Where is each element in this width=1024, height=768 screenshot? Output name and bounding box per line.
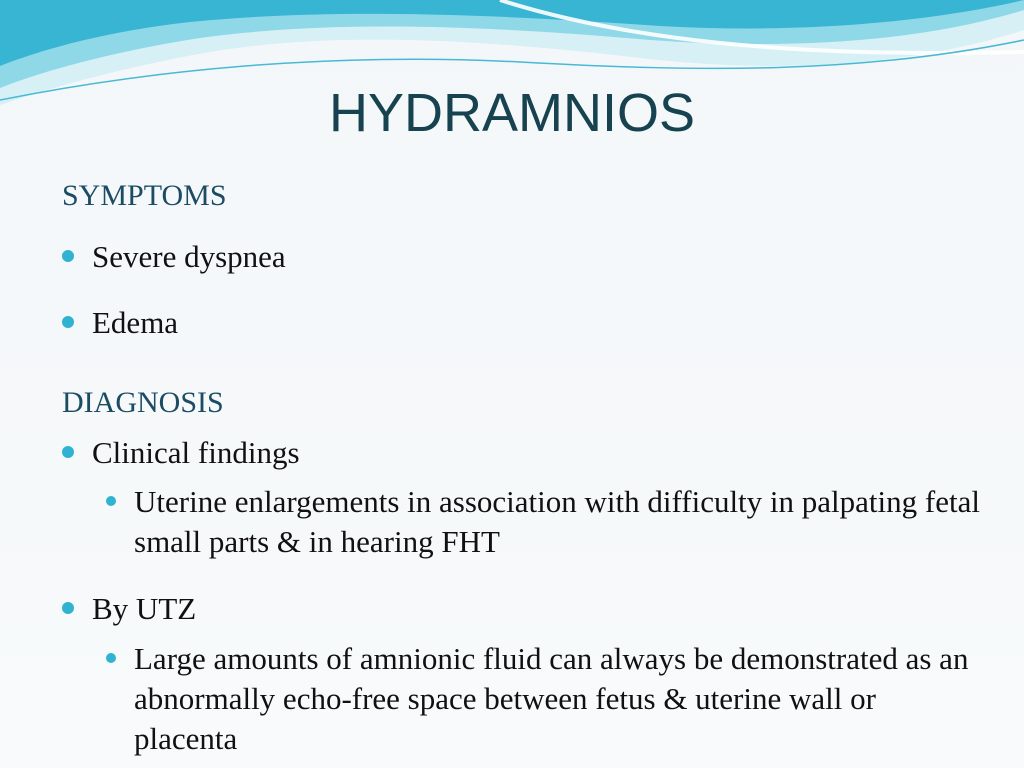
diagnosis-subitem-text: Large amounts of amnionic fluid can always be demonstrated as an abnormally echo-free space between fetus & uterine wall or placenta [134, 641, 969, 756]
round-bullet-icon [106, 496, 116, 506]
diagnosis-subitem-clinical [106, 482, 986, 562]
diagnosis-heading: DIAGNOSIS [62, 386, 224, 419]
diagnosis-item-label: Clinical findings [92, 435, 300, 470]
symptoms-heading: SYMPTOMS [62, 179, 227, 212]
diagnosis-item-clinical [62, 434, 300, 472]
symptom-item-dyspnea [62, 238, 286, 276]
symptom-item-label: Severe dyspnea [92, 239, 286, 274]
diagnosis-item-label: By UTZ [92, 591, 197, 626]
round-bullet-icon [62, 602, 74, 614]
slide-title: HYDRAMNIOS [328, 83, 696, 143]
round-bullet-icon [106, 653, 116, 663]
round-bullet-icon [62, 250, 74, 262]
symptom-item-label: Edema [92, 305, 179, 340]
round-bullet-icon [62, 446, 74, 458]
round-bullet-icon [62, 316, 74, 328]
diagnosis-subitem-text: Uterine enlargements in association with difficulty in palpating fetal small parts & in hearing FHT [134, 484, 980, 559]
symptom-item-edema [62, 304, 178, 342]
diagnosis-item-utz [62, 590, 196, 628]
diagnosis-subitem-utz [106, 639, 986, 759]
